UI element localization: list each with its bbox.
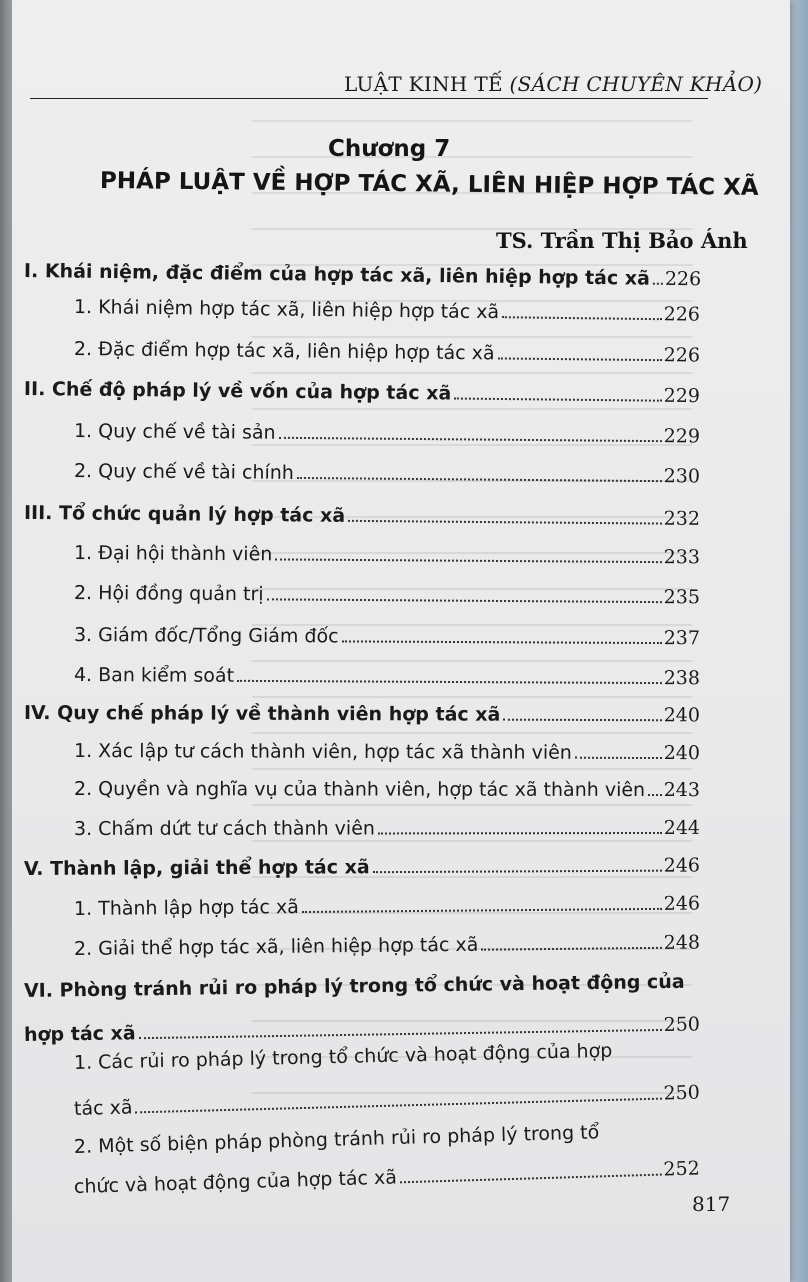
toc-entry-page: 250 [663,1013,701,1036]
toc-entry-label: 1. Khái niệm hợp tác xã, liên hiệp hợp tác xã [73,296,500,324]
toc-leader [400,1174,662,1184]
toc-entry [24,378,700,407]
toc-leader [297,477,662,482]
toc-entry [74,1082,700,1120]
toc-entry-label: 1. Quy chế về tài sản [73,420,276,444]
book-page [12,0,790,1282]
header-subtitle: (SÁCH CHUYÊN KHẢO) [509,72,763,96]
toc-entry [24,502,700,530]
chapter-title: PHÁP LUẬT VỀ HỢP TÁC XÃ, LIÊN HIỆP HỢP TÁC XÃ [99,168,759,201]
toc-entry-label: 2. Một số biện pháp phòng tránh rủi ro pháp lý trong tổ [73,1121,600,1158]
toc-entry-label: 2. Quyền và nghĩa vụ của thành viên, hợp tác xã thành viên [73,778,646,801]
toc-entry-label: 1. Các rủi ro pháp lý trong tổ chức và hoạt động của hợp [73,1039,613,1074]
toc-entry [74,460,700,487]
toc-entry-page: 226 [664,267,702,291]
toc-leader [302,908,662,913]
toc-entry-page: 252 [663,1157,701,1181]
toc-entry-label-continued: hợp tác xã [23,1022,136,1046]
toc-entry [74,1157,700,1198]
toc-entry-page: 237 [663,627,701,650]
toc-leader [139,1029,662,1039]
toc-entry-page: 246 [663,892,701,915]
toc-leader [373,870,662,874]
toc-leader [136,1098,662,1114]
toc-entry-label-continued: tác xã [73,1096,133,1120]
toc-entry-label: II. Chế độ pháp lý về vốn của hợp tác xã [23,378,452,405]
toc-leader [575,757,662,759]
toc-entry-label: 1. Thành lập hợp tác xã [73,896,299,920]
toc-entry-label: 2. Giải thể hợp tác xã, liên hiệp hợp tác xã [73,933,479,960]
toc-entry-page: 232 [663,507,701,530]
toc-entry-label: IV. Quy chế pháp lý về thành viên hợp tác xã [23,702,501,726]
toc-leader [342,640,662,644]
toc-entry [74,542,700,568]
table-of-contents [12,0,790,1282]
toc-leader [502,316,662,320]
toc-entry [74,931,700,960]
toc-entry [24,854,700,880]
toc-leader [267,598,662,603]
toc-entry-page: 243 [663,779,701,802]
toc-entry-page: 238 [663,667,701,690]
toc-entry-page: 229 [663,384,701,408]
toc-leader [454,398,662,402]
toc-entry-page: 240 [663,742,701,765]
header-title: LUẬT KINH TẾ [344,72,503,96]
toc-entry [74,664,700,689]
toc-entry-label: 3. Chấm dứt tư cách thành viên [73,817,375,840]
toc-entry [74,624,700,649]
toc-leader [503,719,661,722]
toc-entry [74,296,700,326]
toc-entry-label: 1. Đại hội thành viên [73,542,273,566]
toc-leader [648,794,662,796]
page-number: 817 [692,1192,731,1216]
toc-entry-page: 229 [663,425,701,448]
chapter-author: TS. Trần Thị Bảo Ánh [496,228,748,253]
toc-leader [279,437,662,442]
toc-entry-label: VI. Phòng tránh rủi ro pháp lý trong tổ chức và hoạt động của [23,970,685,1002]
toc-entry [74,893,700,920]
toc-entry-label: 4. Ban kiểm soát [73,664,235,687]
toc-leader [237,680,662,684]
toc-leader [653,283,663,285]
toc-entry-page: 248 [663,931,701,954]
chapter-label: Chương 7 [328,136,451,162]
toc-entry [24,702,700,726]
toc-leader [378,832,662,834]
toc-leader [481,947,661,951]
toc-entry [74,817,700,840]
toc-entry [74,740,700,764]
toc-entry-page: 226 [663,344,701,367]
toc-entry-page: 246 [663,854,701,877]
toc-entry [74,338,700,367]
toc-leader [498,357,662,361]
toc-entry-label: 3. Giám đốc/Tổng Giám đốc [73,624,339,648]
toc-entry-page: 230 [663,465,701,488]
toc-entry [24,260,700,290]
toc-entry-label-continued: chức và hoạt động của hợp tác xã [73,1166,398,1198]
toc-entry-label: 2. Hội đồng quản trị [73,582,264,606]
toc-entry-page: 250 [663,1081,701,1105]
toc-entry-label: I. Khái niệm, đặc điểm của hợp tác xã, liên hiệp hợp tác xã [23,260,651,290]
toc-entry-page: 233 [663,546,701,569]
toc-entry-label: V. Thành lập, giải thể hợp tác xã [23,856,370,880]
toc-entry-page: 226 [663,303,701,326]
toc-leader [348,520,662,525]
toc-entry-page: 235 [663,586,701,609]
toc-entry-page: 240 [663,704,701,727]
toc-entry-label: 2. Đặc điểm hợp tác xã, liên hiệp hợp tác xã [73,338,495,365]
toc-entry [74,420,700,447]
toc-leader [275,558,661,563]
toc-entry [74,582,700,608]
toc-entry-label: 2. Quy chế về tài chính [73,460,294,484]
toc-entry-page: 244 [663,816,701,839]
toc-entry [74,778,700,801]
toc-entry-label: 1. Xác lập tư cách thành viên, hợp tác xã thành viên [73,740,572,764]
toc-entry-label: III. Tổ chức quản lý hợp tác xã [23,502,346,527]
